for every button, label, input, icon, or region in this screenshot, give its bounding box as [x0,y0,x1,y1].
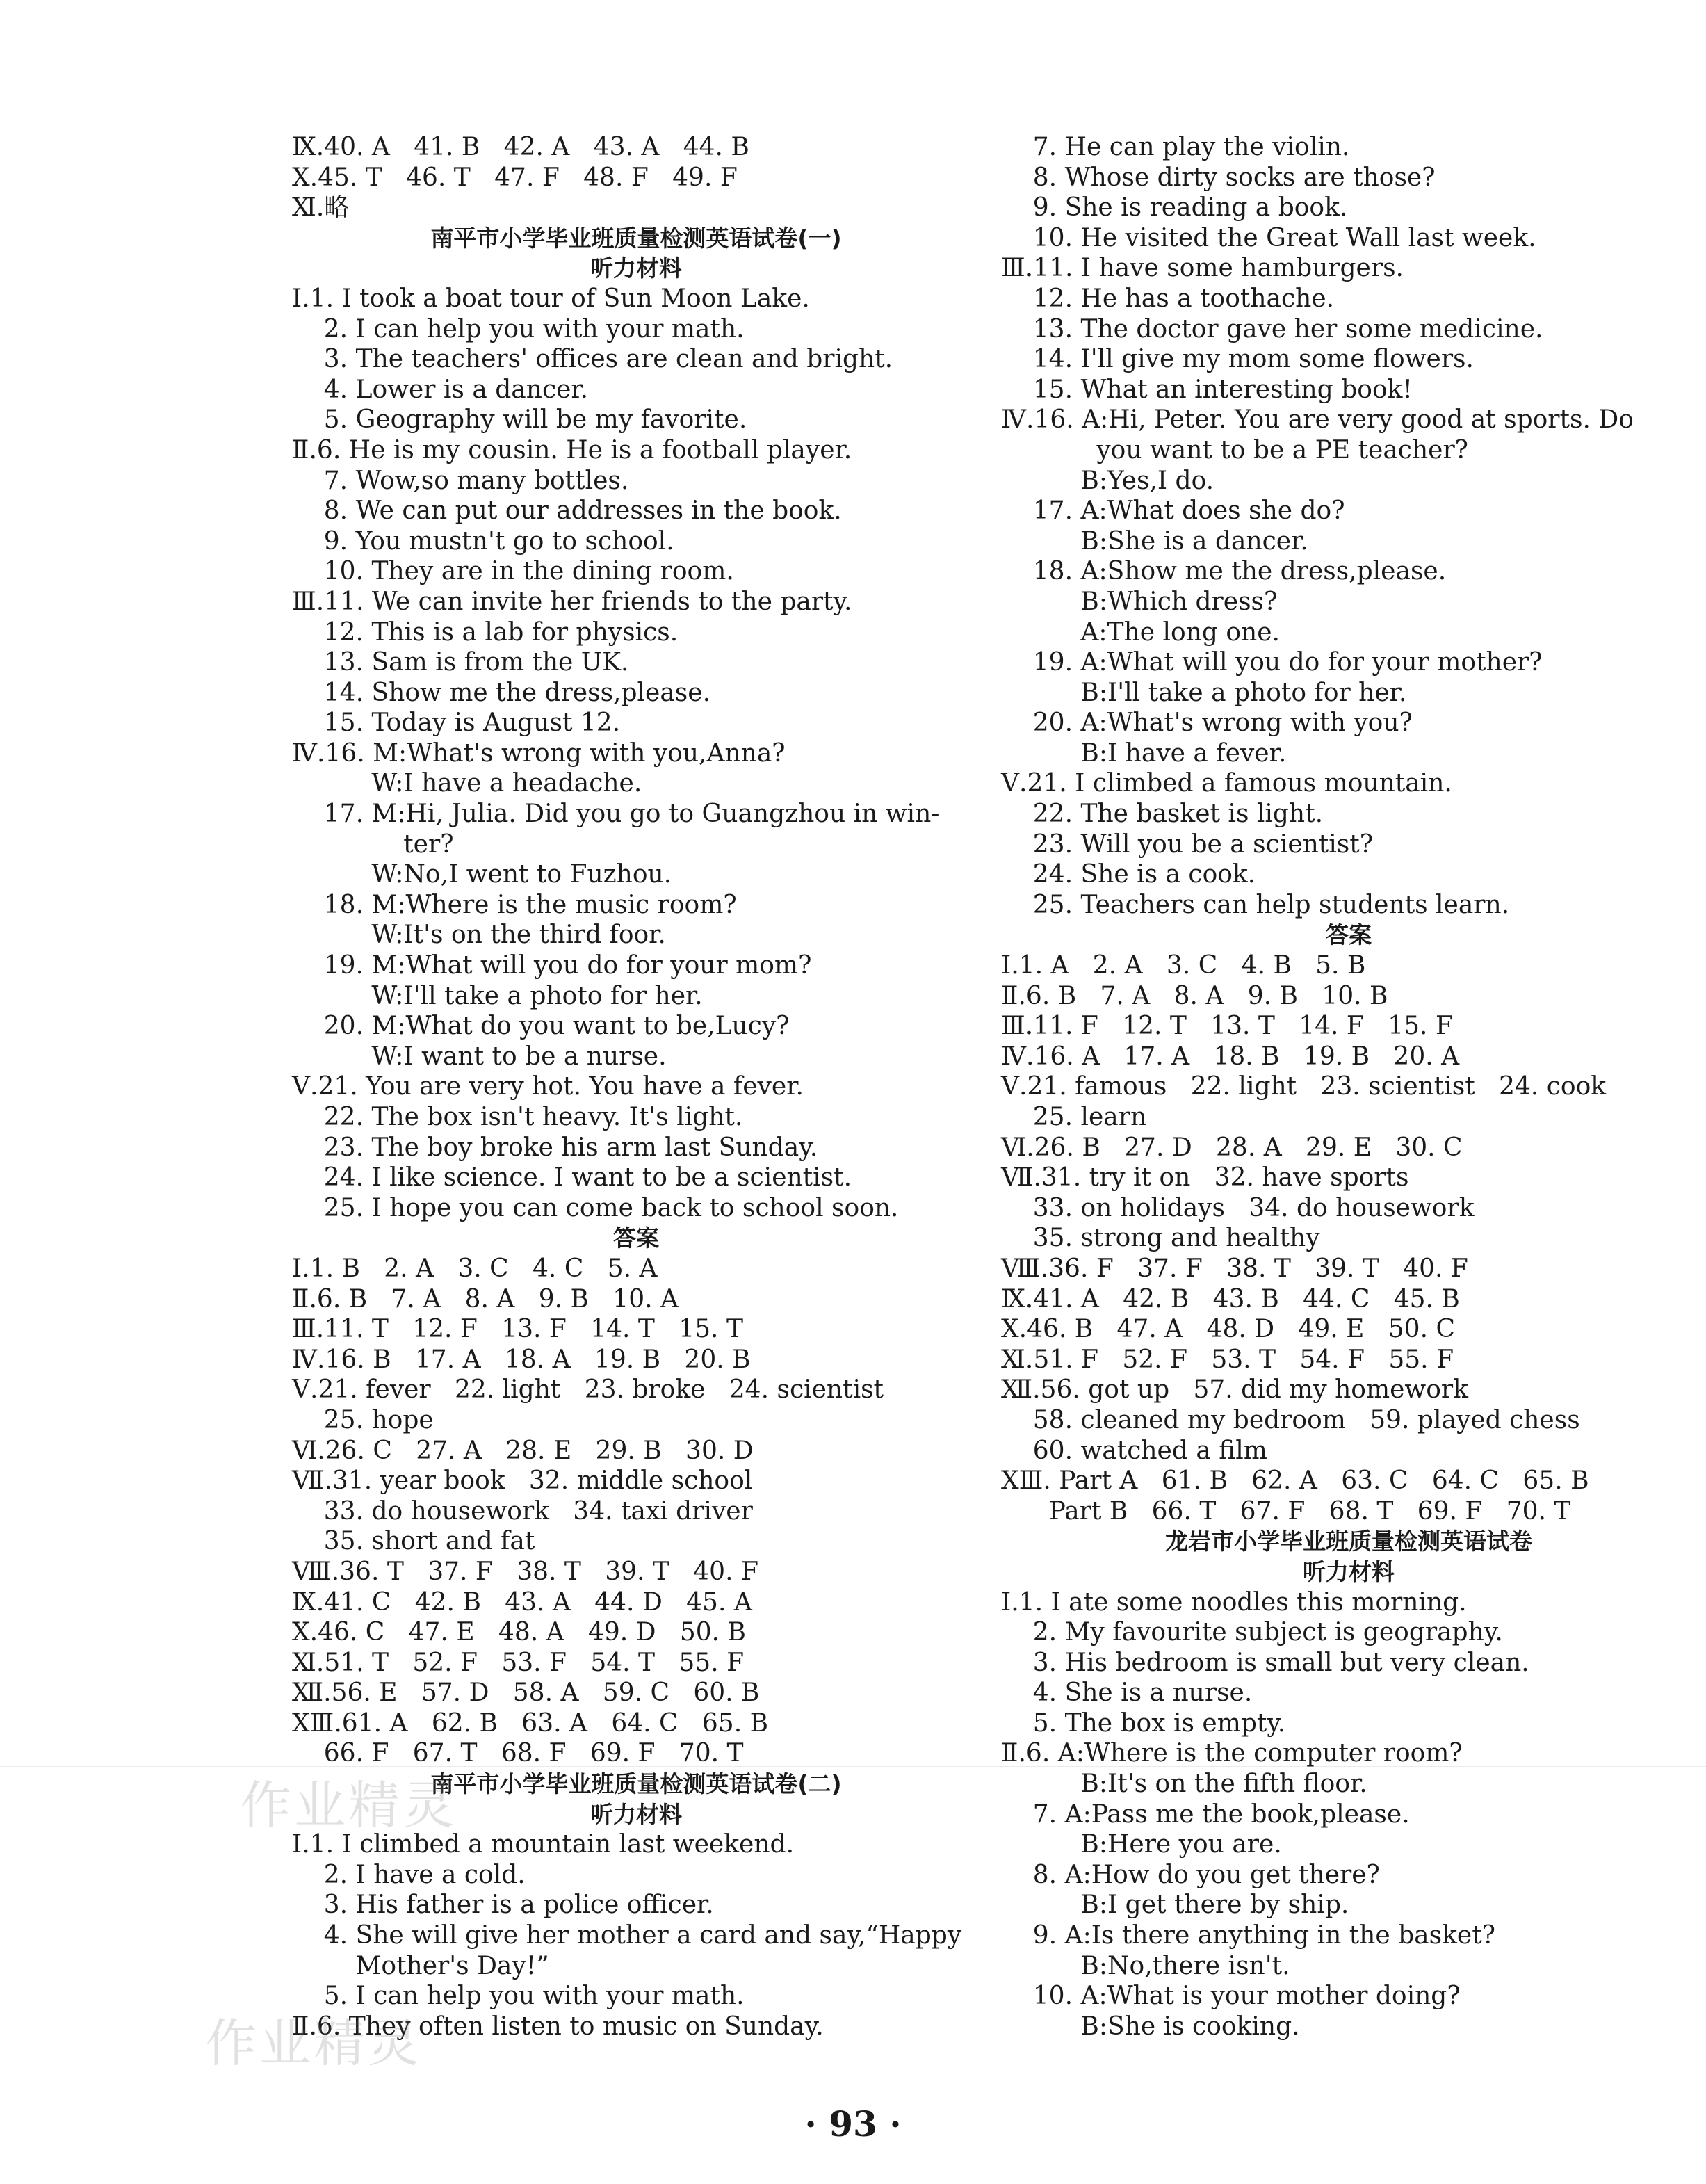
text-line: 3. His bedroom is small but very clean. [1001,1648,1529,1677]
text-line: Ⅹ.46. C 47. E 48. A 49. D 50. B [292,1618,747,1647]
section-heading: 南平市小学毕业班质量检测英语试卷(一) [430,224,842,252]
text-line: 2. I can help you with your math. [292,314,745,343]
text-line: 7. He can play the violin. [1001,133,1350,161]
text-line: Mother's Day!” [292,1951,549,1980]
text-line: 25. learn [1001,1103,1147,1131]
text-line: Ⅲ.11. T 12. F 13. F 14. T 15. T [292,1315,743,1344]
text-line: 19. A:What will you do for your mother? [1001,648,1543,677]
text-line: 24. She is a cook. [1001,860,1256,889]
text-line: 5. Geography will be my favorite. [292,405,747,435]
text-line: 9. You mustn't go to school. [292,526,674,556]
text-line: 10. A:What is your mother doing? [1001,1982,1461,2011]
text-line: 33. do housework 34. taxi driver [292,1496,753,1526]
text-line: 8. A:How do you get there? [1001,1860,1380,1889]
text-line: 60. watched a film [1001,1436,1267,1465]
right-column [1001,132,1696,2041]
text-line: 25. Teachers can help students learn. [1001,890,1510,919]
text-line: Ⅱ.6. A:Where is the computer room? [1001,1739,1463,1768]
text-line: Ⅰ.1. I ate some noodles this morning. [1001,1587,1467,1617]
text-line: Ⅹ.45. T 46. T 47. F 48. F 49. F [292,163,738,192]
text-line: 14. I'll give my mom some flowers. [1001,345,1474,374]
text-line: 66. F 67. T 68. F 69. F 70. T [292,1739,744,1768]
text-line: Ⅱ.6. B 7. A 8. A 9. B 10. A [292,1284,679,1313]
text-line: 22. The box isn't heavy. It's light. [292,1103,743,1131]
watermark: 作业精灵 [205,2014,422,2073]
text-line: 9. She is reading a book. [1001,193,1348,223]
text-line: W:It's on the third foor. [292,921,666,950]
text-line: 14. Show me the dress,please. [292,678,711,707]
text-line: Ⅵ.26. B 27. D 28. A 29. E 30. C [1001,1133,1463,1162]
text-line: 5. The box is empty. [1001,1708,1286,1738]
text-line: 35. short and fat [292,1527,535,1556]
text-line: 4. She is a nurse. [1001,1679,1253,1708]
text-line: 10. They are in the dining room. [292,557,734,586]
section-heading: 答案 [1326,921,1372,949]
page-number: · 93 · [804,2103,902,2144]
text-line: 12. He has a toothache. [1001,284,1335,313]
text-line: 23. Will you be a scientist? [1001,830,1374,859]
text-line: Ⅰ.1. A 2. A 3. C 4. B 5. B [1001,951,1366,980]
text-line: 20. A:What's wrong with you? [1001,709,1413,738]
text-line: 19. M:What will you do for your mom? [292,951,812,980]
text-line: B:No,there isn't. [1001,1951,1290,1980]
text-line: Ⅻ.56. got up 57. did my homework [1001,1375,1468,1405]
text-line: 24. I like science. I want to be a scientist. [292,1163,852,1192]
left-column [292,132,980,2041]
text-line: Ⅷ.36. T 37. F 38. T 39. T 40. F [292,1557,758,1586]
text-line: 3. His father is a police officer. [292,1891,714,1920]
section-heading: 听力材料 [1303,1558,1395,1585]
text-line: Ⅲ.11. We can invite her friends to the party. [292,587,852,616]
text-line: 4. She will give her mother a card and say,“Happy [292,1921,962,1950]
text-line: Ⅻ.56. E 57. D 58. A 59. C 60. B [292,1679,760,1708]
text-line: Ⅱ.6. They often listen to music on Sunday. [292,2012,824,2041]
text-line: Ⅴ.21. You are very hot. You have a fever. [292,1072,804,1101]
text-line: B:Here you are. [1001,1830,1282,1859]
text-line: B:Which dress? [1001,587,1278,616]
watermark: 作业精灵 [240,1776,457,1836]
text-line: Ⅳ.16. B 17. A 18. A 19. B 20. B [292,1345,751,1374]
section-heading: 答案 [613,1224,659,1252]
text-line: W:I want to be a nurse. [292,1042,667,1071]
text-line: W:I'll take a photo for her. [292,981,703,1010]
text-line: Ⅰ.1. I climbed a mountain last weekend. [292,1830,795,1859]
text-line: 20. M:What do you want to be,Lucy? [292,1012,790,1041]
text-line: 8. Whose dirty socks are those? [1001,163,1436,192]
text-line: 4. Lower is a dancer. [292,375,589,404]
text-line: 13. The doctor gave her some medicine. [1001,314,1543,343]
text-line: Ⅰ.1. I took a boat tour of Sun Moon Lake. [292,284,810,313]
text-line: Ⅺ.51. F 52. F 53. T 54. F 55. F [1001,1345,1454,1374]
text-line: W:No,I went to Fuzhou. [292,860,672,889]
text-line: B:I'll take a photo for her. [1001,678,1407,707]
text-line: Ⅳ.16. M:What's wrong with you,Anna? [292,738,786,768]
text-line: Ⅺ.略 [292,193,350,223]
text-line: 5. I can help you with your math. [292,1982,745,2011]
text-line: Ⅴ.21. famous 22. light 23. scientist 24. cook [1001,1072,1607,1101]
section-heading: 龙岩市小学毕业班质量检测英语试卷 [1165,1528,1532,1555]
text-line: 8. We can put our addresses in the book. [292,496,842,526]
text-line: Ⅱ.6. B 7. A 8. A 9. B 10. B [1001,981,1388,1010]
text-line: 7. Wow,so many bottles. [292,466,629,495]
text-line: B:It's on the fifth floor. [1001,1770,1367,1799]
text-line: 18. M:Where is the music room? [292,890,737,919]
text-line: ter? [292,830,454,859]
text-line: Ⅶ.31. try it on 32. have sports [1001,1163,1409,1192]
text-line: 33. on holidays 34. do housework [1001,1193,1475,1222]
text-line: 25. I hope you can come back to school soon. [292,1193,899,1222]
text-line: 17. A:What does she do? [1001,496,1345,526]
text-line: Ⅰ.1. B 2. A 3. C 4. C 5. A [292,1254,658,1283]
text-line: 22. The basket is light. [1001,800,1324,829]
text-line: Ⅸ.41. A 42. B 43. B 44. C 45. B [1001,1284,1460,1313]
text-line: 15. What an interesting book! [1001,375,1413,404]
text-line: 13. Sam is from the UK. [292,648,629,677]
text-line: 2. I have a cold. [292,1860,526,1889]
text-line: Ⅷ.36. F 37. F 38. T 39. T 40. F [1001,1254,1468,1283]
text-line: Ⅲ.11. I have some hamburgers. [1001,254,1404,283]
text-line: 3. The teachers' offices are clean and bright. [292,345,893,374]
text-line: Part B 66. T 67. F 68. T 69. F 70. T [1001,1496,1571,1526]
text-line: Ⅺ.51. T 52. F 53. F 54. T 55. F [292,1648,745,1677]
text-line: 35. strong and healthy [1001,1224,1320,1253]
text-line: B:She is a dancer. [1001,526,1308,556]
text-line: Ⅶ.31. year book 32. middle school [292,1466,753,1496]
text-line: 23. The boy broke his arm last Sunday. [292,1133,818,1162]
text-line: Ⅴ.21. fever 22. light 23. broke 24. scientist [292,1375,884,1405]
text-line: Ⅱ.6. He is my cousin. He is a football player. [292,435,852,464]
text-line: 25. hope [292,1405,434,1434]
text-line: Ⅳ.16. A 17. A 18. B 19. B 20. A [1001,1042,1460,1071]
text-line: Ⅸ.41. C 42. B 43. A 44. D 45. A [292,1587,752,1617]
text-line: 7. A:Pass me the book,please. [1001,1799,1410,1829]
text-line: 12. This is a lab for physics. [292,617,679,647]
text-line: W:I have a headache. [292,769,642,798]
text-line: A:The long one. [1001,617,1280,647]
text-line: Ⅳ.16. A:Hi, Peter. You are very good at sports. Do [1001,405,1634,435]
text-line: 10. He visited the Great Wall last week. [1001,223,1536,252]
section-heading: 听力材料 [590,254,682,282]
text-line: 58. cleaned my bedroom 59. played chess [1001,1405,1580,1434]
text-line: B:Yes,I do. [1001,466,1214,495]
text-line: 15. Today is August 12. [292,709,621,738]
text-line: Ⅴ.21. I climbed a famous mountain. [1001,769,1452,798]
text-line: 17. M:Hi, Julia. Did you go to Guangzhou in win- [292,800,940,829]
text-line: Ⅲ.11. F 12. T 13. T 14. F 15. F [1001,1012,1453,1041]
text-line: B:She is cooking. [1001,2012,1300,2041]
text-line: XⅢ.61. A 62. B 63. A 64. C 65. B [292,1708,769,1738]
text-line: B:I have a fever. [1001,738,1287,768]
text-line: B:I get there by ship. [1001,1891,1349,1920]
text-line: you want to be a PE teacher? [1001,435,1468,464]
text-line: 18. A:Show me the dress,please. [1001,557,1447,586]
section-heading: 听力材料 [590,1800,682,1828]
text-line: 9. A:Is there anything in the basket? [1001,1921,1495,1950]
text-line: 2. My favourite subject is geography. [1001,1618,1503,1647]
text-line: Ⅵ.26. C 27. A 28. E 29. B 30. D [292,1436,754,1465]
text-line: Ⅸ.40. A 41. B 42. A 43. A 44. B [292,133,749,161]
section-heading: 南平市小学毕业班质量检测英语试卷(二) [430,1770,842,1798]
text-line: Ⅹ.46. B 47. A 48. D 49. E 50. C [1001,1315,1456,1344]
text-line: XⅢ. Part A 61. B 62. A 63. C 64. C 65. B [1001,1466,1589,1496]
